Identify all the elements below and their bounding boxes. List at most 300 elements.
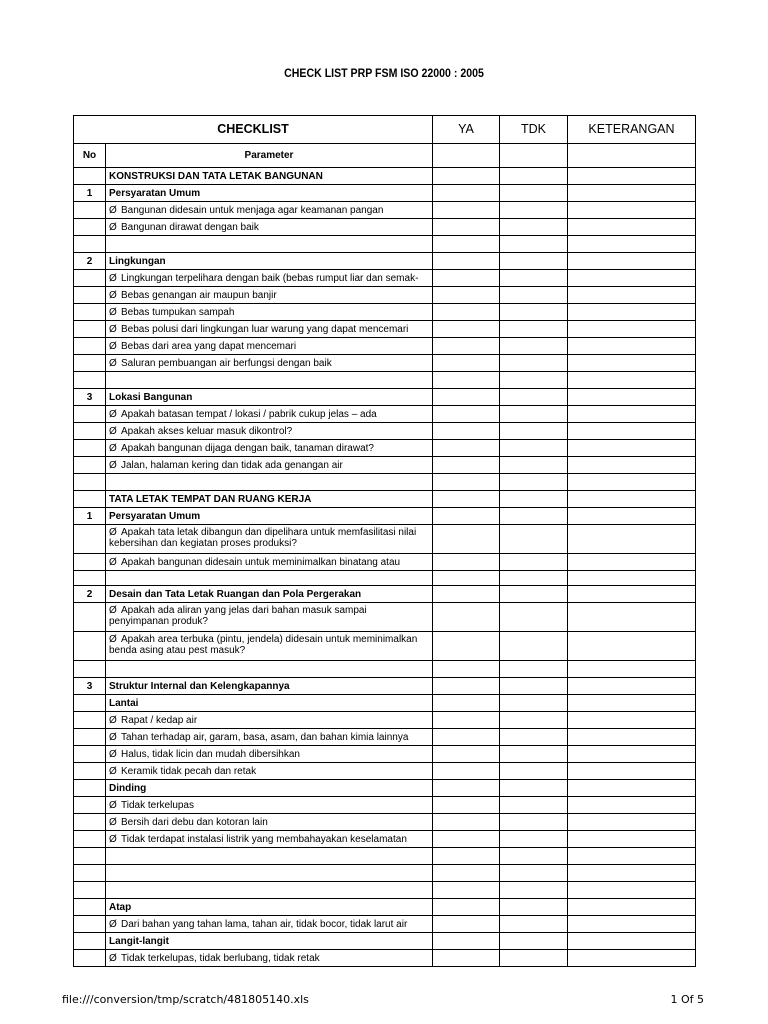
section-label: Lingkungan [106,253,433,270]
ya-cell[interactable] [433,712,500,729]
row-number [74,202,106,219]
ya-cell[interactable] [433,457,500,474]
checklist-item [106,270,433,287]
tdk-cell[interactable] [500,474,568,491]
checklist-item [106,712,433,729]
tdk-cell[interactable] [500,746,568,763]
checklist-item [106,406,433,423]
ya-cell[interactable] [433,219,500,236]
table-row [74,440,696,457]
keterangan-cell[interactable] [568,389,696,406]
table-row [74,474,696,491]
ya-cell[interactable] [433,304,500,321]
ya-cell[interactable] [433,950,500,967]
ya-cell[interactable] [433,270,500,287]
keterangan-cell[interactable] [568,185,696,202]
checklist-item-text: Bangunan dirawat dengan baik [121,221,259,233]
keterangan-cell[interactable] [568,202,696,219]
bullet-icon: Ø [109,357,117,369]
table-row [74,865,696,882]
row-number [74,933,106,950]
row-number [74,406,106,423]
row-number [74,338,106,355]
keterangan-cell[interactable] [568,814,696,831]
bullet-icon: Ø [109,221,117,233]
ya-cell[interactable] [433,916,500,933]
row-number [74,695,106,712]
bullet-icon: Ø [109,731,117,743]
ya-cell[interactable] [433,423,500,440]
table-row [74,457,696,474]
ya-cell[interactable] [433,814,500,831]
tdk-cell[interactable] [500,440,568,457]
tdk-cell[interactable] [500,780,568,797]
keterangan-cell[interactable] [568,933,696,950]
table-row [74,236,696,253]
tdk-cell[interactable] [500,236,568,253]
keterangan-cell[interactable] [568,253,696,270]
keterangan-cell[interactable] [568,457,696,474]
tdk-cell[interactable] [500,304,568,321]
row-number: 2 [74,586,106,603]
row-number [74,525,106,554]
tdk-cell[interactable] [500,916,568,933]
table-row [74,882,696,899]
checklist-item-text: Apakah ada aliran yang jelas dari bahan masuk sampai penyimpanan produk? [109,605,367,627]
keterangan-cell[interactable] [568,632,696,661]
ya-cell[interactable] [433,797,500,814]
bullet-icon: Ø [109,459,117,471]
keterangan-cell[interactable] [568,712,696,729]
tdk-cell[interactable] [500,253,568,270]
tdk-cell[interactable] [500,729,568,746]
bullet-icon: Ø [109,714,117,726]
section-label: Struktur Internal dan Kelengkapannya [106,678,433,695]
checklist-item [106,950,433,967]
blank-cell [106,236,433,253]
section-label: Desain dan Tata Letak Ruangan dan Pola Pergerakan [106,586,433,603]
checklist-body [74,116,696,967]
keterangan-cell[interactable] [568,525,696,554]
tdk-cell[interactable] [500,525,568,554]
checklist-item [106,831,433,848]
blank-cell [106,661,433,678]
row-number: 1 [74,185,106,202]
table-row [74,899,696,916]
table-row [74,270,696,287]
row-number [74,219,106,236]
ya-cell[interactable] [433,899,500,916]
section-label: Persyaratan Umum [106,508,433,525]
table-row [74,831,696,848]
row-number [74,797,106,814]
table-row [74,571,696,586]
bullet-icon: Ø [109,306,117,318]
row-number [74,270,106,287]
checklist-item-text: Bebas genangan air maupun banjir [121,289,277,301]
tdk-cell[interactable] [500,202,568,219]
bullet-icon: Ø [109,204,117,216]
table-row [74,389,696,406]
ya-cell[interactable] [433,474,500,491]
row-number [74,474,106,491]
header-ya: YA [433,116,500,144]
table-row [74,746,696,763]
keterangan-cell[interactable] [568,474,696,491]
keterangan-cell[interactable] [568,678,696,695]
keterangan-cell[interactable] [568,287,696,304]
checklist-item-text: Bebas tumpukan sampah [121,306,235,318]
checklist-item [106,763,433,780]
table-row [74,763,696,780]
checklist-item-text: Apakah bangunan didesain untuk meminimalkan binatang atau [121,556,401,568]
checklist-item-text: Tahan terhadap air, garam, basa, asam, dan bahan kimia lainnya [121,731,409,743]
checklist-item-text: Bersih dari debu dan kotoran lain [121,816,268,828]
table-row [74,202,696,219]
checklist-item-text: Tidak terkelupas, tidak berlubang, tidak retak [121,952,320,964]
ya-cell[interactable] [433,525,500,554]
tdk-cell[interactable] [500,571,568,586]
blank-cell [106,474,433,491]
bullet-icon: Ø [109,289,117,301]
row-number: 3 [74,678,106,695]
header-tdk: TDK [500,116,568,144]
footer-page-number: 1 Of 5 [670,993,704,1006]
bullet-icon: Ø [109,605,117,616]
ya-cell[interactable] [433,202,500,219]
tdk-cell[interactable] [500,287,568,304]
ya-cell[interactable] [433,603,500,632]
bullet-icon: Ø [109,816,117,828]
checklist-item-text: Bebas polusi dari lingkungan luar warung yang dapat mencemari [121,323,409,335]
checklist-item-text: Lingkungan terpelihara dengan baik (bebas rumput liar dan semak- [121,272,419,284]
checklist-item [106,338,433,355]
checklist-item-text: Apakah area terbuka (pintu, jendela) didesain untuk meminimalkan benda asing atau pest masuk? [109,634,418,656]
row-number [74,355,106,372]
checklist-item-text: Tidak terkelupas [121,799,194,811]
section-label: Dinding [106,780,433,797]
keterangan-cell[interactable] [568,508,696,525]
keterangan-cell[interactable] [568,440,696,457]
keterangan-cell[interactable] [568,236,696,253]
section-label: KONSTRUKSI DAN TATA LETAK BANGUNAN [106,168,433,185]
tdk-cell[interactable] [500,338,568,355]
keterangan-cell[interactable] [568,882,696,899]
row-number [74,661,106,678]
bullet-icon: Ø [109,425,117,437]
checklist-item-text: Saluran pembuangan air berfungsi dengan baik [121,357,332,369]
tdk-cell[interactable] [500,603,568,632]
tdk-cell[interactable] [500,185,568,202]
checklist-item-text: Bebas dari area yang dapat mencemari [121,340,297,352]
table-row [74,554,696,571]
ya-cell[interactable] [433,321,500,338]
ya-cell[interactable] [433,144,500,168]
tdk-cell[interactable] [500,865,568,882]
row-number [74,865,106,882]
keterangan-cell[interactable] [568,746,696,763]
table-row [74,525,696,554]
tdk-cell[interactable] [500,219,568,236]
row-number [74,763,106,780]
section-label: Langit-langit [106,933,433,950]
row-number: 1 [74,508,106,525]
bullet-icon: Ø [109,340,117,352]
tdk-cell[interactable] [500,899,568,916]
row-number [74,916,106,933]
bullet-icon: Ø [109,799,117,811]
tdk-cell[interactable] [500,950,568,967]
row-number [74,440,106,457]
section-label: Lantai [106,695,433,712]
tdk-cell[interactable] [500,554,568,571]
keterangan-cell[interactable] [568,219,696,236]
document-title: CHECK LIST PRP FSM ISO 22000 : 2005 [284,68,484,80]
ya-cell[interactable] [433,253,500,270]
ya-cell[interactable] [433,571,500,586]
ya-cell[interactable] [433,632,500,661]
keterangan-cell[interactable] [568,797,696,814]
ya-cell[interactable] [433,491,500,508]
checklist-item-text: Tidak terdapat instalasi listrik yang membahayakan keselamatan [121,833,407,845]
keterangan-cell[interactable] [568,865,696,882]
keterangan-cell[interactable] [568,848,696,865]
checklist-item [106,916,433,933]
checklist-item [106,525,433,554]
keterangan-cell[interactable] [568,338,696,355]
blank-cell [106,372,433,389]
table-row [74,603,696,632]
ya-cell[interactable] [433,338,500,355]
keterangan-cell[interactable] [568,950,696,967]
tdk-cell[interactable] [500,508,568,525]
ya-cell[interactable] [433,780,500,797]
tdk-cell[interactable] [500,389,568,406]
keterangan-cell[interactable] [568,603,696,632]
tdk-cell[interactable] [500,423,568,440]
subheader-no: No [74,144,106,168]
keterangan-cell[interactable] [568,916,696,933]
tdk-cell[interactable] [500,168,568,185]
checklist-item-text: Apakah bangunan dijaga dengan baik, tanaman dirawat? [121,442,374,454]
ya-cell[interactable] [433,865,500,882]
tdk-cell[interactable] [500,882,568,899]
row-number [74,712,106,729]
row-number [74,729,106,746]
keterangan-cell[interactable] [568,763,696,780]
keterangan-cell[interactable] [568,554,696,571]
ya-cell[interactable] [433,933,500,950]
keterangan-cell[interactable] [568,406,696,423]
bullet-icon: Ø [109,527,117,538]
checklist-item [106,202,433,219]
blank-cell [106,848,433,865]
table-row [74,916,696,933]
ya-cell[interactable] [433,406,500,423]
row-number [74,287,106,304]
ya-cell[interactable] [433,185,500,202]
table-row [74,508,696,525]
ya-cell[interactable] [433,729,500,746]
keterangan-cell[interactable] [568,270,696,287]
row-number [74,423,106,440]
keterangan-cell[interactable] [568,729,696,746]
checklist-item [106,321,433,338]
keterangan-cell[interactable] [568,780,696,797]
tdk-cell[interactable] [500,933,568,950]
tdk-cell[interactable] [500,661,568,678]
section-label: Persyaratan Umum [106,185,433,202]
tdk-cell[interactable] [500,321,568,338]
table-row [74,933,696,950]
tdk-cell[interactable] [500,848,568,865]
table-row [74,219,696,236]
keterangan-cell[interactable] [568,491,696,508]
checklist-item [106,287,433,304]
table-row [74,678,696,695]
checklist-item [106,219,433,236]
bullet-icon: Ø [109,556,117,568]
tdk-cell[interactable] [500,355,568,372]
ya-cell[interactable] [433,440,500,457]
table-row [74,338,696,355]
keterangan-cell[interactable] [568,423,696,440]
table-row [74,406,696,423]
row-number [74,236,106,253]
row-number [74,491,106,508]
table-row [74,168,696,185]
ya-cell[interactable] [433,848,500,865]
tdk-cell[interactable] [500,814,568,831]
tdk-cell[interactable] [500,632,568,661]
ya-cell[interactable] [433,882,500,899]
bullet-icon: Ø [109,918,117,930]
bullet-icon: Ø [109,442,117,454]
ya-cell[interactable] [433,168,500,185]
keterangan-cell[interactable] [568,144,696,168]
tdk-cell[interactable] [500,406,568,423]
bullet-icon: Ø [109,323,117,335]
checklist-item [106,457,433,474]
subheader-parameter: Parameter [106,144,433,168]
tdk-cell[interactable] [500,491,568,508]
checklist-item [106,440,433,457]
bullet-icon: Ø [109,748,117,760]
ya-cell[interactable] [433,695,500,712]
keterangan-cell[interactable] [568,372,696,389]
tdk-cell[interactable] [500,144,568,168]
ya-cell[interactable] [433,831,500,848]
tdk-cell[interactable] [500,763,568,780]
keterangan-cell[interactable] [568,586,696,603]
header-checklist: CHECKLIST [74,116,433,144]
keterangan-cell[interactable] [568,899,696,916]
keterangan-cell[interactable] [568,661,696,678]
checklist-item-text: Apakah akses keluar masuk dikontrol? [121,425,293,437]
bullet-icon: Ø [109,408,117,420]
bullet-icon: Ø [109,833,117,845]
tdk-cell[interactable] [500,831,568,848]
keterangan-cell[interactable] [568,304,696,321]
table-row [74,491,696,508]
tdk-cell[interactable] [500,678,568,695]
table-row [74,185,696,202]
tdk-cell[interactable] [500,372,568,389]
ya-cell[interactable] [433,661,500,678]
checklist-item [106,814,433,831]
tdk-cell[interactable] [500,457,568,474]
ya-cell[interactable] [433,389,500,406]
tdk-cell[interactable] [500,270,568,287]
table-row [74,729,696,746]
row-number [74,457,106,474]
keterangan-cell[interactable] [568,355,696,372]
tdk-cell[interactable] [500,586,568,603]
row-number [74,746,106,763]
table-row [74,287,696,304]
footer-file-path: file:///conversion/tmp/scratch/481805140.xls [62,993,309,1006]
row-number [74,304,106,321]
row-number [74,780,106,797]
ya-cell[interactable] [433,508,500,525]
ya-cell[interactable] [433,372,500,389]
ya-cell[interactable] [433,678,500,695]
checklist-item-text: Rapat / kedap air [121,714,198,726]
tdk-cell[interactable] [500,712,568,729]
ya-cell[interactable] [433,554,500,571]
keterangan-cell[interactable] [568,321,696,338]
checklist-item-text: Bangunan didesain untuk menjaga agar keamanan pangan [121,204,384,216]
ya-cell[interactable] [433,287,500,304]
table-row [74,372,696,389]
checklist-item [106,554,433,571]
section-label: TATA LETAK TEMPAT DAN RUANG KERJA [106,491,433,508]
ya-cell[interactable] [433,355,500,372]
checklist-item-text: Halus, tidak licin dan mudah dibersihkan [121,748,300,760]
table-row [74,586,696,603]
table-row [74,632,696,661]
bullet-icon: Ø [109,634,117,645]
table-row [74,780,696,797]
bullet-icon: Ø [109,272,117,284]
row-number [74,632,106,661]
row-number [74,950,106,967]
checklist-item [106,304,433,321]
header-row [74,116,696,144]
checklist-item-text: Jalan, halaman kering dan tidak ada genangan air [121,459,343,471]
keterangan-cell[interactable] [568,168,696,185]
ya-cell[interactable] [433,586,500,603]
table-row [74,797,696,814]
row-number [74,168,106,185]
row-number [74,603,106,632]
table-row [74,355,696,372]
keterangan-cell[interactable] [568,695,696,712]
checklist-item [106,355,433,372]
checklist-table [73,115,696,967]
ya-cell[interactable] [433,236,500,253]
ya-cell[interactable] [433,763,500,780]
section-label: Lokasi Bangunan [106,389,433,406]
tdk-cell[interactable] [500,797,568,814]
keterangan-cell[interactable] [568,571,696,586]
table-row [74,253,696,270]
tdk-cell[interactable] [500,695,568,712]
row-number [74,899,106,916]
keterangan-cell[interactable] [568,831,696,848]
row-number [74,321,106,338]
ya-cell[interactable] [433,746,500,763]
